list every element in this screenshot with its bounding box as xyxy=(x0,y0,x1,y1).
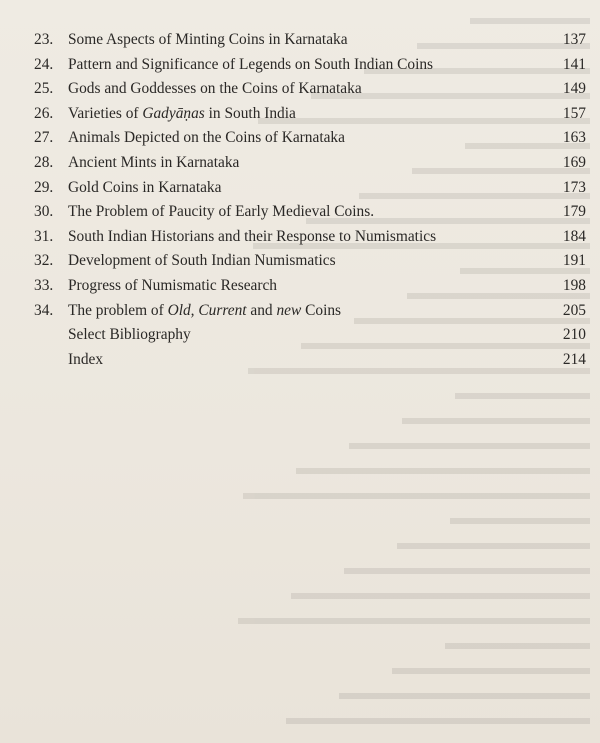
entry-page: 141 xyxy=(562,55,586,73)
title-text: The problem of xyxy=(68,301,168,319)
entry-page: 191 xyxy=(562,252,586,270)
toc-entry-29 xyxy=(34,176,586,201)
entry-title xyxy=(68,299,341,324)
entry-number: 23. xyxy=(34,31,54,48)
entry-page: 137 xyxy=(562,31,586,48)
entry-number: 26. xyxy=(34,104,54,122)
bleed-line xyxy=(455,393,590,399)
entry-number: 25. xyxy=(34,80,54,98)
entry-title: Gods and Goddesses on the Coins of Karnataka xyxy=(68,80,362,98)
bleed-line xyxy=(450,518,590,524)
title-italic-text: Old, Current xyxy=(167,301,247,319)
bleed-line xyxy=(470,18,590,24)
title-text: and xyxy=(246,301,277,319)
toc-entry-bibliography xyxy=(34,323,586,348)
title-text: Coins xyxy=(301,301,342,319)
title-italic-text: Gadyāṇas xyxy=(142,104,205,122)
entry-title: Index xyxy=(68,350,104,368)
entry-page: 205 xyxy=(562,301,586,319)
entry-page: 210 xyxy=(562,326,586,344)
bleed-line xyxy=(397,543,590,549)
entry-number: 31. xyxy=(34,227,54,245)
bleed-line xyxy=(445,643,590,649)
toc-entry-30 xyxy=(34,200,586,225)
entry-number: 34. xyxy=(34,301,54,319)
entry-title: Animals Depicted on the Coins of Karnataka xyxy=(68,129,345,147)
toc-entry-34 xyxy=(34,299,586,324)
entry-title: Pattern and Significance of Legends on South Indian Coins xyxy=(68,55,434,73)
entry-page: 173 xyxy=(562,178,586,196)
entry-title xyxy=(68,102,296,127)
entry-title: South Indian Historians and their Response to Numismatics xyxy=(68,227,437,245)
entry-page: 179 xyxy=(562,203,586,221)
entry-title: Ancient Mints in Karnataka xyxy=(68,153,240,171)
title-text: in South India xyxy=(204,104,296,122)
entry-title: Gold Coins in Karnataka xyxy=(68,178,222,196)
bleed-line xyxy=(286,718,590,724)
entry-title: The Problem of Paucity of Early Medieval Coins. xyxy=(68,203,375,221)
toc-entry-33 xyxy=(34,274,586,299)
toc-entry-25 xyxy=(34,77,586,102)
entry-number: 28. xyxy=(34,153,54,171)
bleed-line xyxy=(344,568,590,574)
title-italic-text: new xyxy=(276,301,302,319)
entry-number: 32. xyxy=(34,252,54,270)
entry-page: 169 xyxy=(562,153,586,171)
bleed-line xyxy=(238,618,590,624)
toc-entry-27 xyxy=(34,126,586,151)
entry-page: 149 xyxy=(562,80,586,98)
bleed-line xyxy=(296,468,590,474)
toc-entry-26 xyxy=(34,102,586,127)
toc-entry-32 xyxy=(34,249,586,274)
toc-entry-23 xyxy=(34,28,586,53)
toc-entry-31 xyxy=(34,225,586,250)
bleed-line xyxy=(392,668,590,674)
toc-entry-24 xyxy=(34,53,586,78)
entry-number: 24. xyxy=(34,55,54,73)
title-text: Varieties of xyxy=(68,104,143,122)
entry-page: 198 xyxy=(562,276,586,294)
bleed-line xyxy=(291,593,590,599)
entry-page: 214 xyxy=(562,350,586,368)
entry-page: 157 xyxy=(562,104,586,122)
toc-entry-index xyxy=(34,348,586,373)
entry-title: Progress of Numismatic Research xyxy=(68,276,278,294)
entry-title: Development of South Indian Numismatics xyxy=(68,252,336,270)
entry-number: 27. xyxy=(34,129,54,147)
entry-number: 33. xyxy=(34,276,54,294)
toc-entry-28 xyxy=(34,151,586,176)
bleed-line xyxy=(349,443,590,449)
bleed-line xyxy=(339,693,590,699)
bleed-line xyxy=(402,418,590,424)
entry-title: Some Aspects of Minting Coins in Karnataka xyxy=(68,31,348,48)
bleed-line xyxy=(243,493,590,499)
entry-title: Select Bibliography xyxy=(68,326,191,344)
entry-number: 29. xyxy=(34,178,54,196)
entry-page: 163 xyxy=(562,129,586,147)
table-of-contents xyxy=(34,28,586,372)
entry-page: 184 xyxy=(562,227,586,245)
entry-number: 30. xyxy=(34,203,54,221)
